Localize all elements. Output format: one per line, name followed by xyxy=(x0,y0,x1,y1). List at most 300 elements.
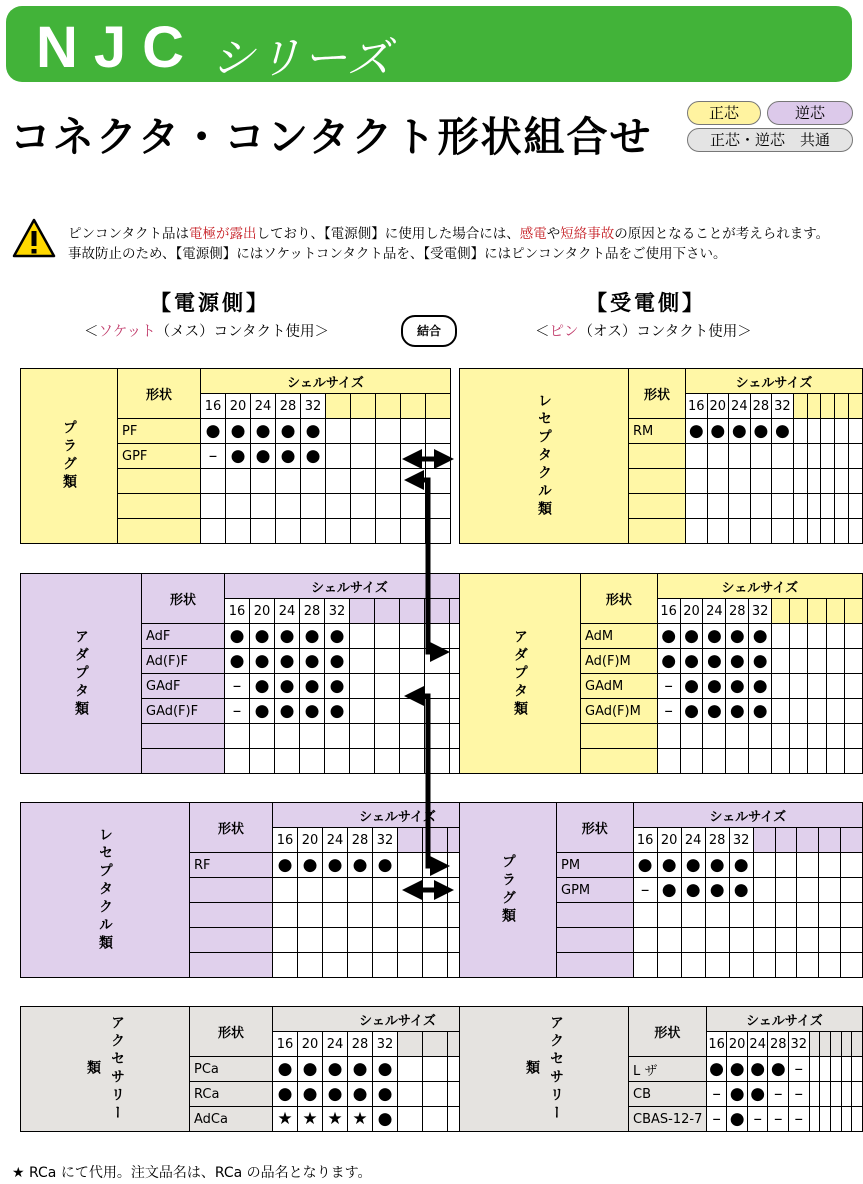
compat-mark: ● xyxy=(301,419,326,444)
empty-cell xyxy=(351,494,376,519)
category-label: プラグ類 xyxy=(21,369,118,544)
compat-mark: ● xyxy=(300,674,325,699)
empty-cell xyxy=(398,828,423,853)
empty-cell xyxy=(807,494,821,519)
shape-name: PCa xyxy=(190,1057,273,1082)
empty-cell xyxy=(835,519,849,544)
empty-cell xyxy=(375,624,400,649)
empty-cell xyxy=(807,419,821,444)
compat-mark: ● xyxy=(325,649,350,674)
compat-mark xyxy=(686,469,708,494)
compat-mark: ● xyxy=(273,1057,298,1082)
compat-mark: ● xyxy=(201,419,226,444)
compat-mark xyxy=(749,724,772,749)
empty-cell xyxy=(423,1032,448,1057)
legend-seishin-badge: 正芯 xyxy=(687,101,761,125)
empty-cell xyxy=(423,1107,448,1132)
mating-label: 結合 xyxy=(401,315,457,347)
empty-cell xyxy=(852,1107,863,1132)
empty-cell xyxy=(819,828,841,853)
compat-mark: – xyxy=(657,674,680,699)
empty-cell xyxy=(423,903,448,928)
compat-mark: ● xyxy=(686,419,708,444)
compat-mark: ● xyxy=(325,674,350,699)
empty-cell xyxy=(351,394,376,419)
size-col-header: 20 xyxy=(727,1032,748,1057)
empty-cell xyxy=(775,903,797,928)
empty-cell xyxy=(425,649,450,674)
shape-name xyxy=(118,519,201,544)
empty-cell xyxy=(398,1057,423,1082)
empty-cell xyxy=(797,878,819,903)
shape-name xyxy=(118,469,201,494)
compat-mark: ● xyxy=(633,853,657,878)
compat-mark: ● xyxy=(727,1082,748,1107)
empty-cell xyxy=(849,444,863,469)
compat-mark: ● xyxy=(276,419,301,444)
empty-cell xyxy=(830,1082,841,1107)
shell-size-header: シェルサイズ xyxy=(633,803,862,828)
compat-mark xyxy=(729,519,751,544)
compat-mark: ● xyxy=(749,699,772,724)
empty-cell xyxy=(398,853,423,878)
empty-cell xyxy=(376,469,401,494)
shape-name xyxy=(190,928,273,953)
compat-mark xyxy=(301,519,326,544)
category-label: レセプタクル類 xyxy=(21,803,190,978)
compat-mark: – xyxy=(633,878,657,903)
compat-mark xyxy=(276,494,301,519)
compat-mark: ● xyxy=(348,853,373,878)
empty-cell xyxy=(425,624,450,649)
empty-cell xyxy=(400,624,425,649)
empty-cell xyxy=(375,599,400,624)
compat-mark: ● xyxy=(250,674,275,699)
empty-cell xyxy=(772,699,790,724)
size-col-header: 20 xyxy=(707,394,729,419)
compat-mark: ● xyxy=(703,674,726,699)
compat-mark xyxy=(275,724,300,749)
receive-side-subtitle: ＜ピン（オス）コンタクト使用＞ xyxy=(535,324,752,340)
empty-cell xyxy=(425,749,450,774)
empty-cell xyxy=(826,724,844,749)
empty-cell xyxy=(821,469,835,494)
size-col-header: 24 xyxy=(729,394,751,419)
empty-cell xyxy=(790,699,808,724)
shape-name xyxy=(142,724,225,749)
legend-common-badge: 正芯・逆芯 共通 xyxy=(687,128,853,152)
empty-cell xyxy=(401,469,426,494)
empty-cell xyxy=(849,394,863,419)
empty-cell xyxy=(775,853,797,878)
compat-mark xyxy=(729,444,751,469)
shape-name xyxy=(190,878,273,903)
compat-mark xyxy=(298,878,323,903)
empty-cell xyxy=(772,674,790,699)
compat-mark: ● xyxy=(373,1107,398,1132)
compat-mark xyxy=(226,494,251,519)
empty-cell xyxy=(808,649,826,674)
size-col-header: 20 xyxy=(298,1032,323,1057)
empty-cell xyxy=(849,419,863,444)
empty-cell xyxy=(807,519,821,544)
compat-mark: ● xyxy=(276,444,301,469)
compat-mark: – xyxy=(225,674,250,699)
compat-mark: ● xyxy=(657,624,680,649)
compat-table-r4 xyxy=(459,1006,863,1132)
shape-name xyxy=(629,494,686,519)
empty-cell xyxy=(398,953,423,978)
compat-mark xyxy=(680,749,703,774)
compat-mark xyxy=(633,928,657,953)
shape-name: PF xyxy=(118,419,201,444)
category-label: アクセサリー類 xyxy=(21,1007,190,1132)
empty-cell xyxy=(375,749,400,774)
compat-mark: ● xyxy=(250,624,275,649)
empty-cell xyxy=(426,494,451,519)
empty-cell xyxy=(350,624,375,649)
empty-cell xyxy=(775,953,797,978)
empty-cell xyxy=(797,903,819,928)
empty-cell xyxy=(398,1107,423,1132)
compat-mark: ● xyxy=(325,624,350,649)
compat-mark: ● xyxy=(325,699,350,724)
size-col-header: 16 xyxy=(706,1032,727,1057)
empty-cell xyxy=(797,853,819,878)
compat-mark: ● xyxy=(323,1057,348,1082)
shape-name xyxy=(629,519,686,544)
empty-cell xyxy=(793,419,807,444)
shape-name xyxy=(557,903,634,928)
compat-mark xyxy=(772,519,794,544)
compat-mark: ● xyxy=(323,853,348,878)
empty-cell xyxy=(326,444,351,469)
compat-mark: ● xyxy=(747,1057,768,1082)
compat-mark xyxy=(726,724,749,749)
empty-cell xyxy=(793,519,807,544)
compat-mark xyxy=(298,953,323,978)
size-col-header: 32 xyxy=(301,394,326,419)
compat-mark xyxy=(325,724,350,749)
compat-mark xyxy=(707,519,729,544)
compat-mark xyxy=(373,903,398,928)
compat-mark xyxy=(729,494,751,519)
size-col-header: 16 xyxy=(633,828,657,853)
compat-mark xyxy=(273,878,298,903)
empty-cell xyxy=(820,1082,831,1107)
empty-cell xyxy=(797,828,819,853)
compat-mark xyxy=(273,903,298,928)
compat-mark xyxy=(251,469,276,494)
shape-name xyxy=(581,749,658,774)
compat-mark: – xyxy=(789,1082,810,1107)
compat-mark: ● xyxy=(726,674,749,699)
empty-cell xyxy=(401,394,426,419)
empty-cell xyxy=(401,444,426,469)
empty-cell xyxy=(844,749,862,774)
compat-mark: ● xyxy=(301,444,326,469)
empty-cell xyxy=(400,724,425,749)
shape-name: GAd(F)F xyxy=(142,699,225,724)
shape-name: AdCa xyxy=(190,1107,273,1132)
compat-mark xyxy=(373,928,398,953)
empty-cell xyxy=(753,928,775,953)
empty-cell xyxy=(841,1107,852,1132)
empty-cell xyxy=(844,724,862,749)
empty-cell xyxy=(793,394,807,419)
empty-cell xyxy=(835,394,849,419)
compat-mark: ● xyxy=(729,419,751,444)
compat-mark: ● xyxy=(749,624,772,649)
compat-mark xyxy=(772,444,794,469)
empty-cell xyxy=(423,878,448,903)
compat-mark xyxy=(226,519,251,544)
size-col-header: 20 xyxy=(657,828,681,853)
empty-cell xyxy=(400,749,425,774)
empty-cell xyxy=(849,494,863,519)
shape-name: CB xyxy=(629,1082,707,1107)
compat-mark: ★ xyxy=(298,1107,323,1132)
compat-mark xyxy=(729,928,753,953)
compat-mark xyxy=(707,469,729,494)
shape-name: L ザ xyxy=(629,1057,707,1082)
size-col-header: 28 xyxy=(726,599,749,624)
source-side-title: 【電源側】 xyxy=(150,291,270,315)
compat-mark: ● xyxy=(681,878,705,903)
empty-cell xyxy=(376,519,401,544)
compat-mark xyxy=(726,749,749,774)
empty-cell xyxy=(426,519,451,544)
size-col-header: 16 xyxy=(657,599,680,624)
empty-cell xyxy=(820,1107,831,1132)
compat-mark: ● xyxy=(657,853,681,878)
compat-mark xyxy=(707,494,729,519)
empty-cell xyxy=(753,853,775,878)
compat-mark xyxy=(729,469,751,494)
empty-cell xyxy=(820,1032,831,1057)
page-title: コネクタ・コンタクト形状組合せ xyxy=(10,113,653,161)
compat-mark: ● xyxy=(706,1057,727,1082)
empty-cell xyxy=(326,494,351,519)
shape-name: GAd(F)M xyxy=(581,699,658,724)
compat-mark xyxy=(680,724,703,749)
shape-name xyxy=(190,953,273,978)
compat-mark: – xyxy=(768,1082,789,1107)
compat-mark xyxy=(273,953,298,978)
compat-mark: ● xyxy=(275,699,300,724)
compat-mark xyxy=(633,903,657,928)
compat-mark: ● xyxy=(275,649,300,674)
empty-cell xyxy=(809,1082,820,1107)
size-col-header: 32 xyxy=(325,599,350,624)
size-col-header: 28 xyxy=(705,828,729,853)
empty-cell xyxy=(819,878,841,903)
compat-mark xyxy=(201,469,226,494)
shape-name: GPM xyxy=(557,878,634,903)
compat-mark: – xyxy=(225,699,250,724)
empty-cell xyxy=(753,828,775,853)
empty-cell xyxy=(821,519,835,544)
empty-cell xyxy=(852,1082,863,1107)
empty-cell xyxy=(790,674,808,699)
shape-name xyxy=(557,928,634,953)
empty-cell xyxy=(376,444,401,469)
empty-cell xyxy=(425,724,450,749)
compat-mark xyxy=(226,469,251,494)
empty-cell xyxy=(351,519,376,544)
compat-mark xyxy=(251,519,276,544)
compat-mark xyxy=(250,749,275,774)
empty-cell xyxy=(401,419,426,444)
compat-table-l2 xyxy=(20,573,475,774)
empty-cell xyxy=(826,749,844,774)
compat-mark xyxy=(323,878,348,903)
compat-mark: ● xyxy=(749,649,772,674)
empty-cell xyxy=(351,444,376,469)
empty-cell xyxy=(821,494,835,519)
shell-size-header: シェルサイズ xyxy=(273,803,523,828)
compat-mark: ● xyxy=(749,674,772,699)
size-col-header: 24 xyxy=(275,599,300,624)
empty-cell xyxy=(425,599,450,624)
category-label: アクセサリー類 xyxy=(460,1007,629,1132)
compat-mark: ● xyxy=(747,1082,768,1107)
compat-mark xyxy=(686,444,708,469)
compat-mark: ● xyxy=(680,649,703,674)
compat-mark: ● xyxy=(707,419,729,444)
empty-cell xyxy=(772,724,790,749)
compat-mark: ● xyxy=(703,699,726,724)
empty-cell xyxy=(808,749,826,774)
shell-size-header: シェルサイズ xyxy=(706,1007,862,1032)
compat-mark xyxy=(298,928,323,953)
empty-cell xyxy=(844,699,862,724)
shape-name: Ad(F)M xyxy=(581,649,658,674)
shape-name: RM xyxy=(629,419,686,444)
compat-mark: ● xyxy=(273,853,298,878)
compat-mark: ● xyxy=(373,1057,398,1082)
footnote: ★ RCa にて代用。注文品名は、RCa の品名となります。 xyxy=(12,1165,372,1181)
compat-mark: ● xyxy=(273,1082,298,1107)
compat-mark xyxy=(300,749,325,774)
empty-cell xyxy=(852,1032,863,1057)
compat-mark xyxy=(323,903,348,928)
compat-mark: ● xyxy=(348,1057,373,1082)
compat-mark xyxy=(276,519,301,544)
compat-mark: – xyxy=(747,1107,768,1132)
compat-mark xyxy=(657,903,681,928)
shape-name: GPF xyxy=(118,444,201,469)
compat-mark xyxy=(348,878,373,903)
size-col-header: 28 xyxy=(768,1032,789,1057)
compat-mark xyxy=(729,953,753,978)
compat-mark: ● xyxy=(323,1082,348,1107)
empty-cell xyxy=(326,419,351,444)
empty-cell xyxy=(423,928,448,953)
empty-cell xyxy=(841,1057,852,1082)
size-col-header: 16 xyxy=(273,1032,298,1057)
empty-cell xyxy=(819,953,841,978)
empty-cell xyxy=(753,953,775,978)
shape-name: PM xyxy=(557,853,634,878)
empty-cell xyxy=(376,494,401,519)
empty-cell xyxy=(835,469,849,494)
empty-cell xyxy=(426,469,451,494)
empty-cell xyxy=(790,624,808,649)
empty-cell xyxy=(826,599,844,624)
empty-cell xyxy=(350,699,375,724)
empty-cell xyxy=(849,469,863,494)
empty-cell xyxy=(326,394,351,419)
size-col-header: 24 xyxy=(703,599,726,624)
empty-cell xyxy=(401,494,426,519)
compat-mark: ● xyxy=(680,674,703,699)
compat-table-r2 xyxy=(459,573,863,774)
compat-mark xyxy=(273,928,298,953)
size-col-header: 16 xyxy=(686,394,708,419)
compat-mark: ● xyxy=(726,624,749,649)
compat-mark: ● xyxy=(300,649,325,674)
empty-cell xyxy=(425,674,450,699)
shape-name: AdM xyxy=(581,624,658,649)
empty-cell xyxy=(423,953,448,978)
empty-cell xyxy=(826,649,844,674)
shell-size-header: シェルサイズ xyxy=(657,574,862,599)
compat-mark: ● xyxy=(705,853,729,878)
shape-header: 形状 xyxy=(557,803,634,853)
compat-mark: ● xyxy=(750,419,772,444)
series-label: シリーズ xyxy=(211,33,393,84)
size-col-header: 32 xyxy=(772,394,794,419)
empty-cell xyxy=(844,624,862,649)
compat-mark xyxy=(301,469,326,494)
shape-name: GAdF xyxy=(142,674,225,699)
compat-mark xyxy=(323,928,348,953)
size-col-header: 24 xyxy=(747,1032,768,1057)
shell-size-header: シェルサイズ xyxy=(686,369,863,394)
empty-cell xyxy=(808,624,826,649)
compat-mark xyxy=(657,724,680,749)
empty-cell xyxy=(375,699,400,724)
empty-cell xyxy=(400,699,425,724)
compat-mark: ● xyxy=(657,649,680,674)
empty-cell xyxy=(790,599,808,624)
compat-mark xyxy=(750,494,772,519)
empty-cell xyxy=(376,419,401,444)
empty-cell xyxy=(351,469,376,494)
compat-mark xyxy=(225,749,250,774)
compat-mark: ● xyxy=(300,699,325,724)
compat-mark: ● xyxy=(373,853,398,878)
compat-mark xyxy=(201,519,226,544)
empty-cell xyxy=(398,878,423,903)
compat-mark xyxy=(705,903,729,928)
empty-cell xyxy=(826,674,844,699)
compat-mark xyxy=(300,724,325,749)
compat-mark: – xyxy=(706,1082,727,1107)
compat-mark xyxy=(301,494,326,519)
receive-side-title: 【受電側】 xyxy=(586,291,706,315)
compat-mark: ★ xyxy=(273,1107,298,1132)
empty-cell xyxy=(844,599,862,624)
compat-table-r1 xyxy=(459,368,863,544)
empty-cell xyxy=(808,674,826,699)
shape-name xyxy=(557,953,634,978)
empty-cell xyxy=(790,649,808,674)
shape-header: 形状 xyxy=(629,1007,707,1057)
compat-mark xyxy=(251,494,276,519)
size-col-header: 28 xyxy=(750,394,772,419)
